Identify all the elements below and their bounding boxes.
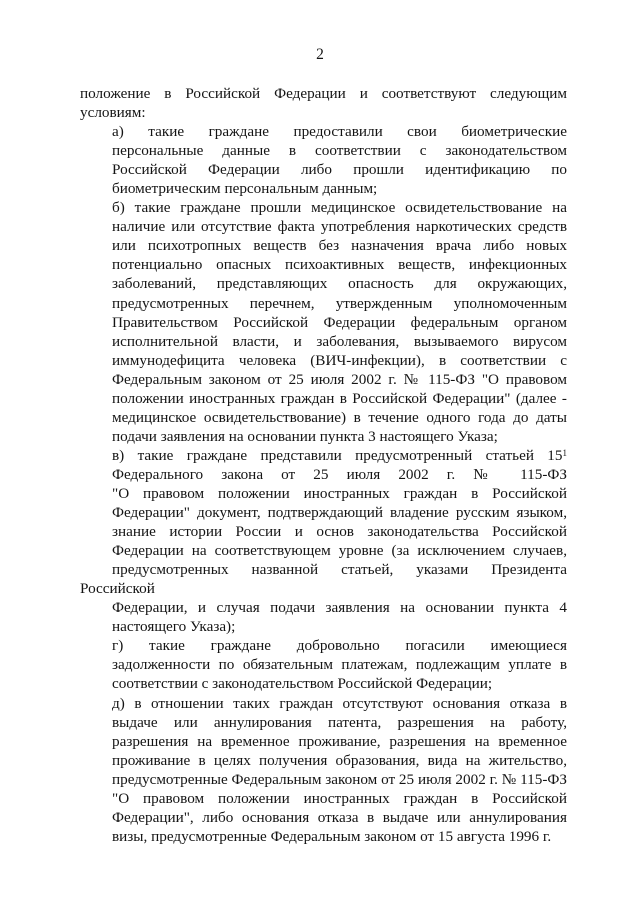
text-line: условиям: — [80, 104, 146, 122]
paragraph-a — [80, 122, 567, 198]
text-line: б) такие граждане прошли медицинское освидетельствование на — [112, 199, 567, 217]
text-line: наличие или отсутствие факта употребления наркотических средств — [112, 218, 567, 236]
text-line: предусмотренных названной статьей, указами Президента Российской — [80, 561, 567, 598]
text-line: предусмотренные Федеральным законом от 25 июля 2002 г. № 115-ФЗ — [112, 770, 567, 788]
text-line: задолженности по обязательным платежам, подлежащим уплате в — [112, 656, 567, 674]
text-line: положение в Российской Федерации и соответствуют следующим — [80, 85, 567, 102]
text-line: г) такие граждане добровольно погасили имеющиеся — [112, 637, 567, 655]
text-line: положении иностранных граждан в Российской Федерации" (далее - — [112, 389, 567, 407]
text-line: биометрическим персональным данным; — [112, 180, 378, 198]
text-line: в) такие граждане представили предусмотренный статьей $15^1$ — [112, 446, 567, 464]
superscript-marker: 1 — [562, 447, 567, 458]
text-line: знание истории России и основ законодательства Российской — [112, 523, 567, 541]
text-line: Российской Федерации либо прошли идентификацию по — [112, 161, 567, 179]
text-line: соответствии с законодательством Российской Федерации; — [112, 675, 493, 693]
paragraph-d — [80, 694, 567, 846]
text-line: персональные данные в соответствии с законодательством — [112, 142, 567, 160]
text-line: "О правовом положении иностранных граждан в Российской — [112, 789, 567, 807]
text-line: медицинское освидетельствование) в течение одного года до даты — [112, 408, 567, 426]
text-line: а) такие граждане предоставили свои биометрические — [112, 123, 567, 141]
text-line: д) в отношении таких граждан отсутствуют основания отказа в — [112, 694, 567, 712]
text-line: разрешения на временное проживание, разрешения на временное — [112, 732, 567, 750]
text-line: Федерального закона от 25 июля 2002 г. № 115-ФЗ — [112, 465, 567, 483]
text-line: настоящего Указа); — [112, 618, 236, 636]
text-line: или психотропных веществ без назначения врача либо новых — [112, 237, 567, 255]
page-number: 2 — [316, 46, 324, 63]
text-line: подачи заявления на основании пункта 3 настоящего Указа; — [112, 427, 498, 445]
text-line: Правительством Российской Федерации федеральным органом — [112, 313, 567, 331]
text-line: исполнительной власти, и заболевания, вызываемого вирусом — [112, 332, 567, 350]
text-line: визы, предусмотренные Федеральным законом от 15 августа 1996 г. — [112, 827, 552, 845]
paragraph-intro — [80, 84, 567, 122]
text-line: предусмотренных перечнем, утвержденным уполномоченным — [112, 294, 567, 312]
text-line: Федерации" документ, подтверждающий владение русским языком, — [112, 504, 567, 522]
text-line: потенциально опасных психоактивных веществ, инфекционных — [112, 256, 567, 274]
paragraph-g — [80, 636, 567, 693]
text-line: иммунодефицита человека (ВИЧ-инфекции), в соответствии с — [112, 351, 567, 369]
text-line: Федерации", либо основания отказа в выдаче или аннулирования — [112, 808, 567, 826]
document-body — [80, 84, 567, 846]
text-line: Федерации на соответствующем уровне (за исключением случаев, — [112, 542, 567, 560]
text-line: выдаче или аннулирования патента, разрешения на работу, — [112, 713, 567, 731]
text-line: "О правовом положении иностранных граждан в Российской — [112, 484, 567, 502]
paragraph-b — [80, 198, 567, 446]
text-line: Федерации, и случая подачи заявления на основании пункта 4 — [112, 599, 567, 617]
text-line: проживание в целях получения образования, вида на жительство, — [112, 751, 567, 769]
paragraph-v — [80, 446, 567, 636]
text-line: Федеральным законом от 25 июля 2002 г. № 115-ФЗ "О правовом — [112, 370, 567, 388]
text-line: заболеваний, представляющих опасность для окружающих, — [112, 275, 567, 293]
